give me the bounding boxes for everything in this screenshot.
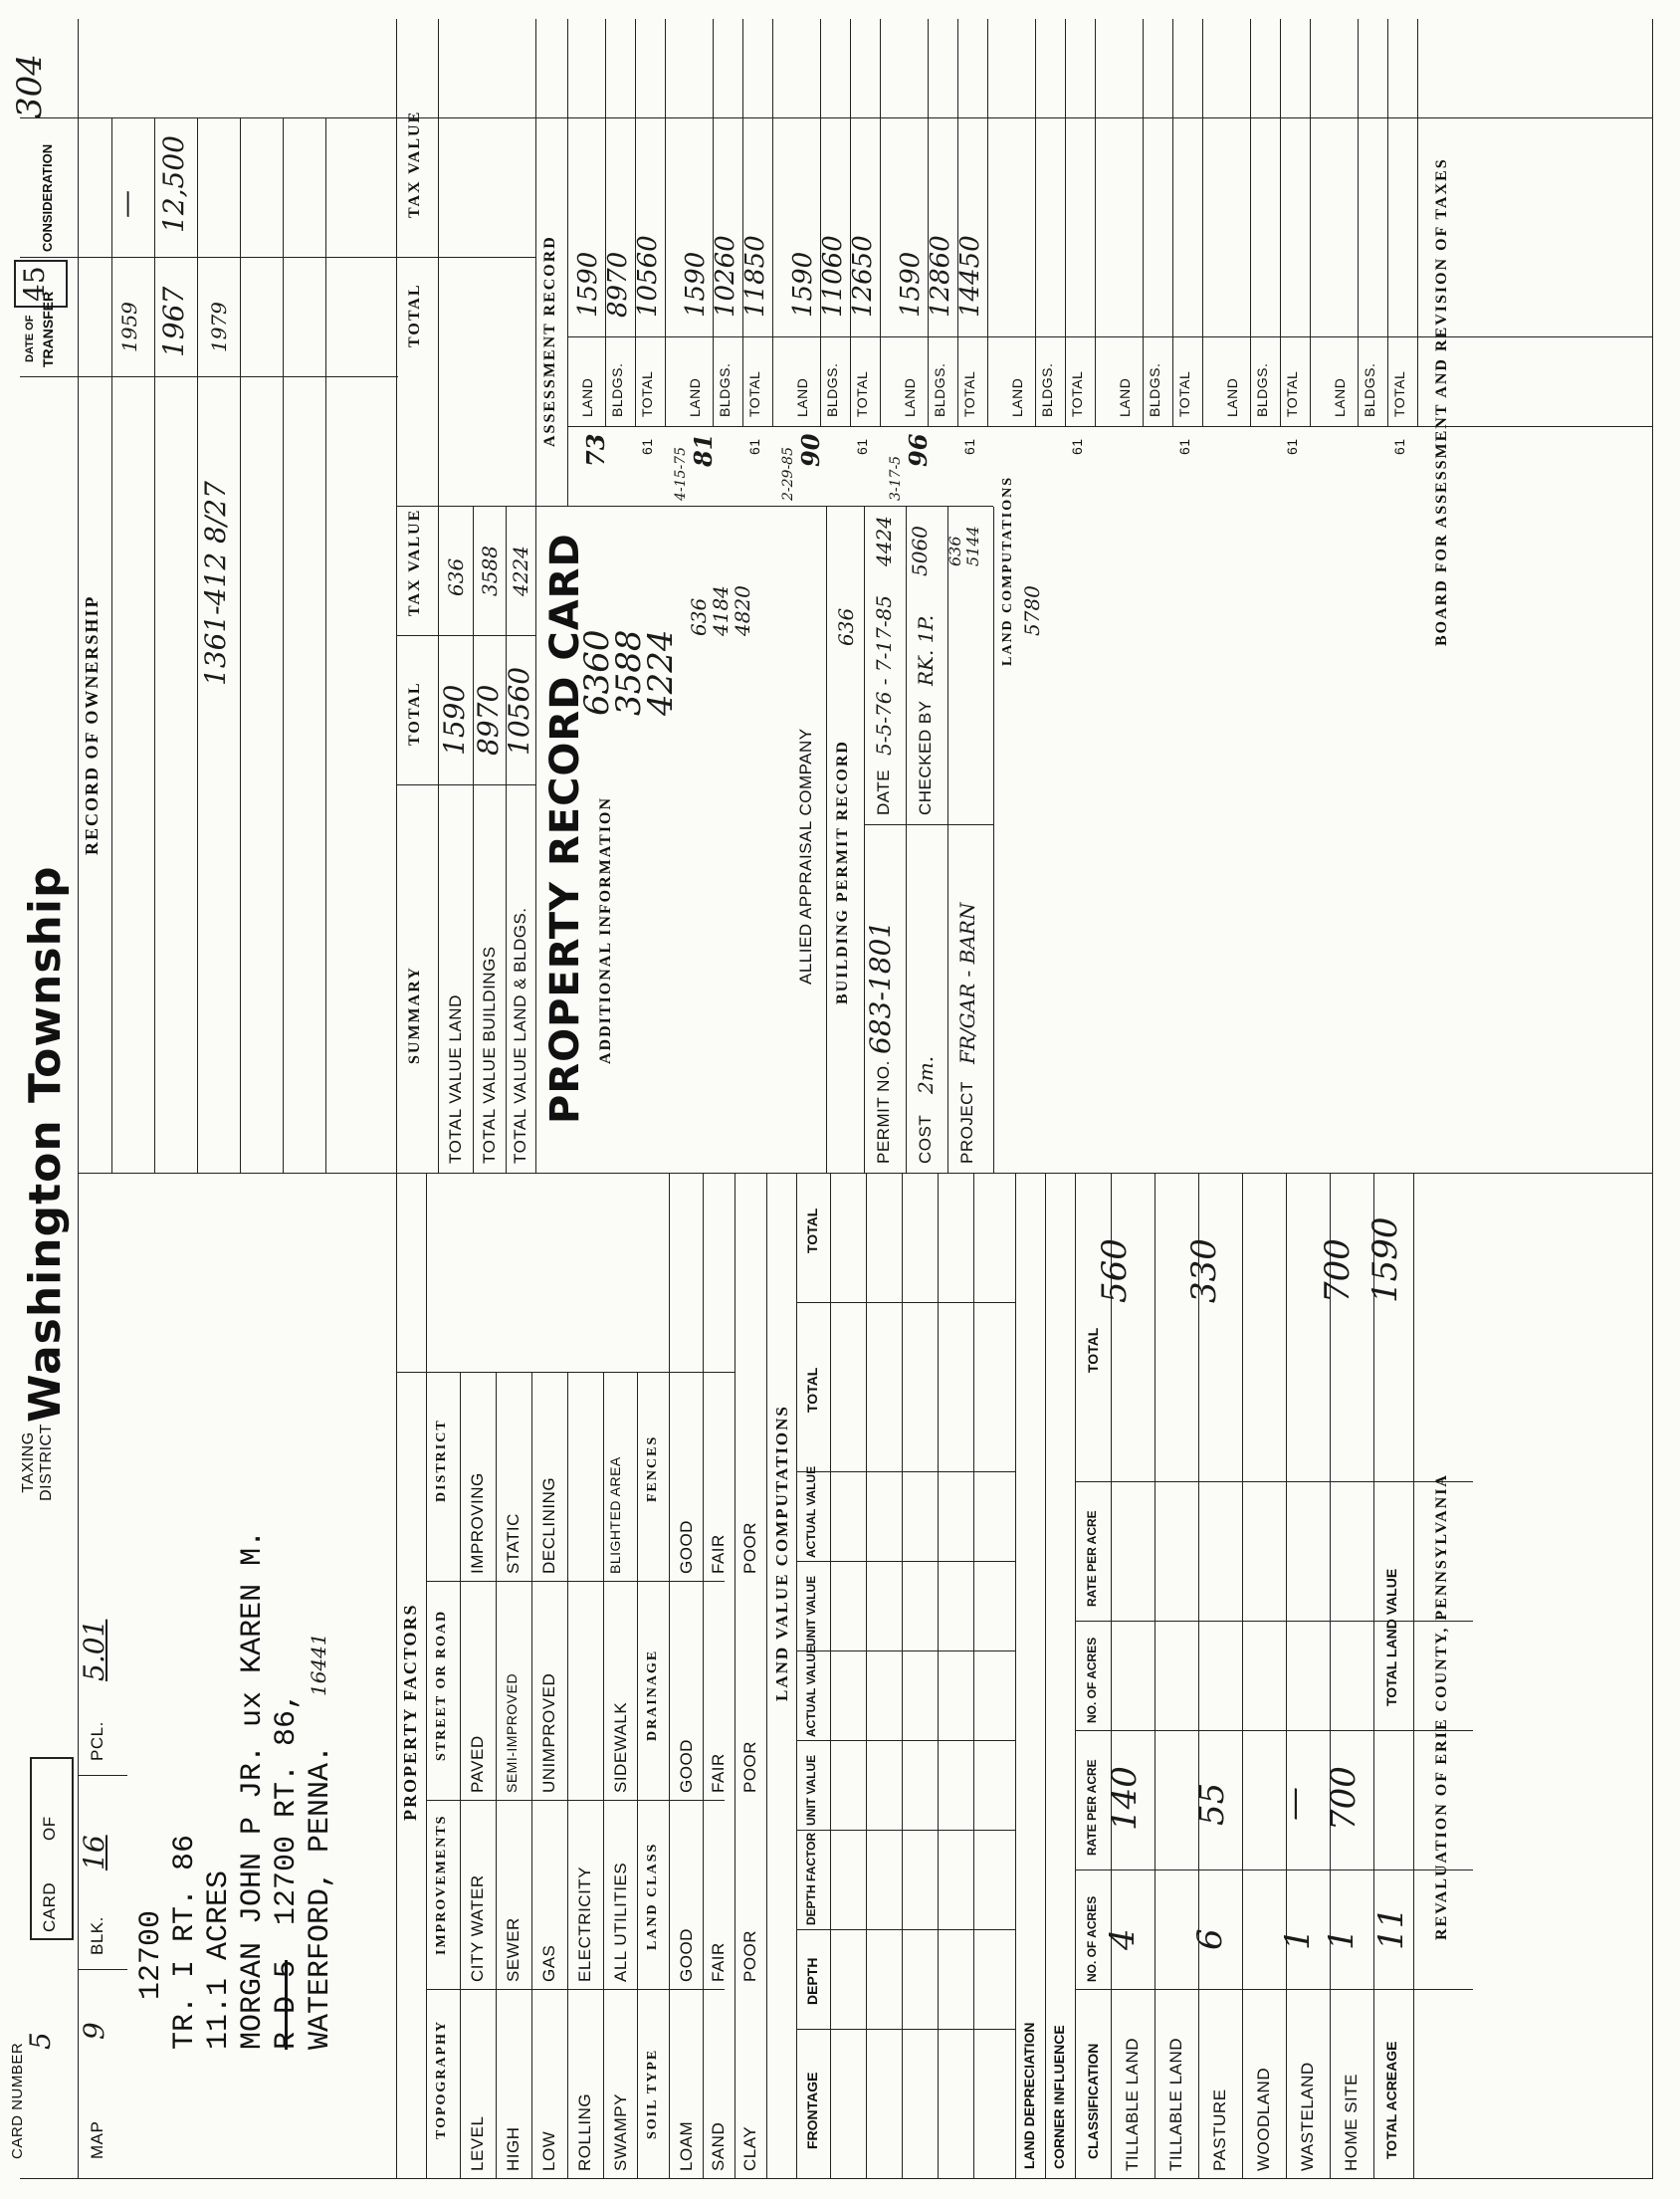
land-depreciation-label: LAND DEPRECIATION: [1021, 2022, 1037, 2169]
assessment-row-line: [820, 19, 821, 427]
lv-col-actual-value-2: ACTUAL VALUE: [804, 1465, 818, 1558]
card-label: CARD: [40, 1881, 59, 1932]
factor-col-improvements: IMPROVEMENTS: [434, 1814, 449, 1955]
lv-col-unit-value-1: UNIT VALUE: [804, 1754, 818, 1826]
acre-r5-acres: 1: [1278, 1928, 1318, 1950]
date-of-transfer-header: TRANSFER: [40, 291, 56, 367]
factor-r5-c1: SWAMPY: [611, 2093, 630, 2171]
assessment-row-line: [742, 19, 743, 427]
lv-col-frontage: FRONTAGE: [804, 2072, 820, 2149]
permit-small-636: 636: [834, 607, 858, 646]
assessment-total-value: 10560: [633, 235, 663, 318]
assessment-label-bldgs: BLDGS.: [1362, 362, 1377, 417]
factor-r2-c2: SEWER: [504, 1917, 523, 1982]
acre-col-rate-1: RATE PER ACRE: [1085, 1759, 1099, 1856]
summary-row-1-tax: 636: [444, 557, 468, 596]
factor-r5-c4: BLIGHTED AREA: [607, 1456, 623, 1574]
assessment-row-line: [605, 19, 606, 427]
right-tax-value-header: TAX VALUE: [406, 110, 423, 218]
ownership-consideration-2: 12,500: [157, 135, 190, 233]
assessment-label-total: TOTAL: [961, 370, 977, 417]
assessment-row-line: [1358, 19, 1359, 427]
assessment-row-line: [1417, 19, 1418, 427]
soil-r3-c1: CLAY: [740, 2125, 759, 2171]
assessment-label-total: TOTAL: [1069, 370, 1085, 417]
factor-col-soil: SOIL TYPE: [645, 2048, 660, 2139]
permit-date-value: 5-5-76 - 7-17-85: [872, 594, 896, 756]
soil-r1-c3: GOOD: [677, 1739, 696, 1793]
owner-line-5-struck: R D 5: [270, 1959, 304, 2050]
acre-r3-class: PASTURE: [1210, 2089, 1229, 2171]
land-computations-label: LAND COMPUTATIONS: [1000, 476, 1015, 666]
assessment-label-bldgs: BLDGS.: [932, 362, 947, 417]
assessment-total-value: 11850: [740, 235, 770, 318]
assessment-prefix: 61: [639, 438, 655, 455]
acre-r6-rate: 700: [1324, 1766, 1364, 1831]
acre-r1-rate: 140: [1105, 1766, 1145, 1831]
assessment-bldgs-value: 10260: [711, 235, 740, 318]
assessment-total-value: 12650: [848, 235, 878, 318]
total-land-value-label: TOTAL LAND VALUE: [1383, 1568, 1399, 1706]
assessment-label-bldgs: BLDGS.: [717, 362, 733, 417]
soil-r2-c4: FAIR: [709, 1534, 728, 1574]
building-permit-header: BUILDING PERMIT RECORD: [834, 740, 851, 1004]
factor-r5-c3: SIDEWALK: [611, 1701, 630, 1793]
acre-col-rate-2: RATE PER ACRE: [1085, 1510, 1099, 1607]
permit-no-value: 683-1801: [864, 920, 897, 1054]
factor-r2-c4: STATIC: [504, 1513, 523, 1574]
summary-header: SUMMARY: [406, 966, 423, 1064]
acre-col-total: TOTAL: [1085, 1327, 1101, 1373]
pcl-label: PCL.: [88, 1721, 106, 1761]
additional-info-header: ADDITIONAL INFORMATION: [597, 795, 614, 1064]
lv-col-depth: DEPTH: [804, 1957, 820, 2005]
ownership-date-1: 1959: [117, 302, 141, 352]
assessment-label-land: LAND: [1117, 377, 1133, 417]
map-value: 9: [78, 2022, 110, 2040]
assessment-row-line: [1250, 19, 1251, 427]
assessment-date: 2-29-85: [780, 447, 796, 501]
permit-date-label: DATE: [874, 769, 893, 815]
acre-r5-class: WASTELAND: [1298, 2062, 1317, 2171]
assessment-label-bldgs: BLDGS.: [1147, 362, 1162, 417]
assessment-year: 90: [796, 433, 825, 467]
footer-right: BOARD FOR ASSESSMENT AND REVISION OF TAXES: [1433, 157, 1450, 646]
assessment-row-line: [665, 19, 666, 427]
assessment-date: 3-17-5: [888, 455, 904, 501]
permit-no-label: PERMIT NO.: [874, 1060, 893, 1164]
additional-value-1: 6360: [577, 629, 617, 716]
date-header-small: DATE OF: [24, 315, 36, 362]
assessment-year: 73: [581, 433, 610, 467]
of-label: OF: [40, 1816, 59, 1841]
assessment-label-land: LAND: [1224, 377, 1240, 417]
assessment-label-land: LAND: [687, 377, 703, 417]
assessment-year: 96: [904, 433, 933, 467]
acre-r1-class: TILLABLE LAND: [1123, 2037, 1142, 2171]
assessment-row-line: [772, 19, 773, 427]
assessment-label-total: TOTAL: [854, 370, 870, 417]
card-number-label: CARD NUMBER: [9, 2042, 26, 2159]
assessment-label-total: TOTAL: [1284, 370, 1300, 417]
acre-col-no-acres-2: NO. OF ACRES: [1085, 1637, 1099, 1723]
factor-col-landclass: LAND CLASS: [645, 1842, 660, 1950]
project-value: FR/GAR - BARN: [955, 902, 979, 1064]
soil-r1-c2: GOOD: [677, 1928, 696, 1982]
summary-row-3-tax: 4224: [509, 546, 532, 596]
assessment-label-land: LAND: [1009, 377, 1025, 417]
assessment-row-line: [1143, 19, 1144, 427]
summary-row-3-total: 10560: [503, 666, 535, 756]
land-computations-value: 5780: [1020, 585, 1044, 636]
map-label: MAP: [88, 2120, 106, 2159]
assessment-row-line: [1280, 19, 1281, 427]
factor-r3-c2: GAS: [539, 1944, 558, 1982]
acre-r4-class: WOODLAND: [1254, 2067, 1273, 2171]
additional-value-2: 3588: [609, 629, 649, 716]
ownership-date-2: 1967: [157, 286, 190, 357]
assessment-label-total: TOTAL: [1391, 370, 1407, 417]
checked-by-value: RK. 1P.: [914, 614, 938, 686]
summary-row-3-label: TOTAL VALUE LAND & BLDGS.: [511, 907, 529, 1164]
summary-row-2-label: TOTAL VALUE BUILDINGS: [480, 946, 499, 1164]
soil-r3-c4: POOR: [740, 1521, 759, 1574]
right-total-header: TOTAL: [406, 283, 423, 347]
factor-r3-c3: UNIMPROVED: [539, 1672, 558, 1793]
factor-r3-c1: LOW: [539, 2130, 558, 2171]
factor-col-street: STREET OR ROAD: [434, 1609, 449, 1761]
district-box-value: 45: [18, 266, 51, 302]
assessment-prefix: 61: [746, 438, 762, 455]
acre-r6-class: HOME SITE: [1342, 2073, 1361, 2171]
page-number: 304: [10, 54, 50, 118]
assessment-land-value: 1590: [896, 251, 926, 318]
acre-col-no-acres-1: NO. OF ACRES: [1085, 1895, 1099, 1982]
total-acreage-value: 11: [1371, 1906, 1411, 1950]
assessment-label-bldgs: BLDGS.: [1254, 362, 1270, 417]
soil-r1-c4: GOOD: [677, 1520, 696, 1574]
appraisal-company: ALLIED APPRAISAL COMPANY: [796, 728, 815, 985]
checked-value-2: 5060: [908, 526, 932, 576]
property-record-card-title: PROPERTY RECORD CARD: [542, 533, 588, 1124]
assessment-record-header: ASSESSMENT RECORD: [541, 235, 558, 447]
assessment-row-line: [1172, 19, 1173, 427]
lv-col-unit-value-2: UNIT VALUE: [804, 1575, 818, 1647]
assessment-row-line: [713, 19, 714, 427]
assessment-bldgs-value: 11060: [818, 235, 848, 318]
assessment-prefix: 61: [1176, 438, 1192, 455]
land-value-header: LAND VALUE COMPUTATIONS: [772, 1405, 791, 1701]
owner-zip: 16441: [307, 1633, 330, 1696]
permit-date-value-2: 4424: [872, 516, 896, 566]
assessment-prefix: 61: [1284, 438, 1300, 455]
assessment-year: 81: [689, 433, 718, 467]
factor-col-fences: FENCES: [645, 1434, 660, 1502]
soil-r3-c2: POOR: [740, 1929, 759, 1982]
assessment-row-line: [850, 19, 851, 427]
assessment-row-line: [928, 19, 929, 427]
owner-line-5: 12700 RT. 86,: [270, 1691, 304, 1925]
assessment-label-land: LAND: [1332, 377, 1348, 417]
acre-r3-total: 330: [1184, 1238, 1224, 1303]
assessment-row-line: [1310, 19, 1311, 427]
assessment-label-total: TOTAL: [1176, 370, 1192, 417]
checked-by-label: CHECKED BY: [916, 700, 935, 815]
factor-r1-c4: IMPROVING: [468, 1472, 487, 1574]
assessment-total-value: 14450: [955, 235, 985, 318]
assessment-land-value: 1590: [788, 251, 818, 318]
footer-left: REVALUATION OF ERIE COUNTY, PENNSYLVANIA: [1433, 1473, 1450, 1940]
acre-col-classification: CLASSIFICATION: [1085, 2043, 1101, 2159]
assessment-label-total: TOTAL: [746, 370, 762, 417]
additional-value-3: 4224: [641, 629, 681, 716]
taxing-district-label: TAXING DISTRICT: [20, 1424, 55, 1501]
soil-r2-c1: SAND: [709, 2121, 728, 2171]
acre-r1-acres: 4: [1103, 1928, 1143, 1950]
small-note-1: 636: [687, 597, 711, 636]
ownership-consideration-1: —: [109, 190, 142, 218]
assessment-row-line: [1387, 19, 1388, 427]
assessment-row-line: [1202, 19, 1203, 427]
acre-r6-acres: 1: [1322, 1928, 1362, 1950]
acre-r3-rate: 55: [1192, 1782, 1232, 1826]
assessment-prefix: 61: [961, 438, 977, 455]
blk-value: 16: [78, 1835, 110, 1870]
owner-line-1: 12700: [134, 1909, 168, 2000]
factor-r1-c3: PAVED: [468, 1735, 487, 1793]
assessment-row-line: [1065, 19, 1066, 427]
pcl-value: 5.01: [78, 1619, 110, 1681]
soil-r2-c3: FAIR: [709, 1753, 728, 1793]
summary-tax-value-header: TAX VALUE: [406, 508, 423, 616]
project-extra-1: 636: [945, 536, 964, 566]
small-note-2: 4184: [709, 585, 733, 636]
assessment-row-line: [635, 19, 636, 427]
small-note-3: 4820: [731, 585, 754, 636]
property-factors-header: PROPERTY FACTORS: [400, 1603, 420, 1821]
assessment-prefix: 61: [854, 438, 870, 455]
cost-value: 2m.: [914, 1055, 938, 1094]
assessment-label-land: LAND: [579, 377, 595, 417]
assessment-bldgs-value: 8970: [603, 251, 633, 318]
assessment-row-line: [1095, 19, 1096, 427]
assessment-land-value: 1590: [681, 251, 711, 318]
soil-r2-c2: FAIR: [709, 1942, 728, 1982]
factor-col-district: DISTRICT: [434, 1419, 449, 1502]
factor-r1-c1: LEVEL: [468, 2115, 487, 2171]
soil-r3-c3: POOR: [740, 1740, 759, 1793]
factor-r5-c2: ALL UTILITIES: [611, 1862, 630, 1982]
summary-row-1-label: TOTAL VALUE LAND: [446, 994, 465, 1164]
factor-r4-c2: ELECTRICITY: [575, 1866, 594, 1982]
factor-r4-c1: ROLLING: [575, 2092, 594, 2171]
assessment-label-land: LAND: [794, 377, 810, 417]
owner-line-6: WATERFORD, PENNA.: [304, 1744, 337, 2050]
soil-r1-c1: LOAM: [677, 2120, 696, 2171]
project-label: PROJECT: [957, 1081, 976, 1164]
summary-row-2-total: 8970: [472, 684, 505, 756]
factor-r3-c4: DECLINING: [539, 1476, 558, 1574]
owner-line-4: MORGAN JOHN P JR. ux KAREN M.: [236, 1529, 270, 2050]
total-acreage-label: TOTAL ACREAGE: [1383, 2041, 1399, 2159]
summary-row-2-tax: 3588: [478, 546, 502, 596]
consideration-header: CONSIDERATION: [40, 143, 55, 252]
lv-col-total-1: TOTAL: [804, 1367, 820, 1413]
assessment-row-line: [880, 19, 881, 427]
acre-r1-total: 560: [1095, 1238, 1135, 1303]
owner-line-2: TR. I RT. 86: [168, 1834, 202, 2050]
assessment-bldgs-value: 12860: [926, 235, 955, 318]
factor-r2-c3: SEMI-IMPROVED: [504, 1672, 520, 1793]
card-number-value: 5: [24, 2032, 57, 2050]
assessment-row-line: [1035, 19, 1036, 427]
blk-label: BLK.: [88, 1916, 106, 1955]
lv-col-total-2: TOTAL: [804, 1208, 820, 1253]
acre-r3-acres: 6: [1190, 1928, 1230, 1950]
factor-r1-c2: CITY WATER: [468, 1874, 487, 1982]
factor-col-drainage: DRAINAGE: [645, 1649, 660, 1741]
township-title: Washington Township: [20, 865, 71, 1423]
owner-line-3: 11.1 ACRES: [202, 1869, 236, 2050]
assessment-prefix: 61: [1069, 438, 1085, 455]
assessment-land-value: 1590: [573, 251, 603, 318]
assessment-label-bldgs: BLDGS.: [824, 362, 840, 417]
record-of-ownership-header: RECORD OF OWNERSHIP: [82, 594, 102, 855]
assessment-prefix: 61: [1391, 438, 1407, 455]
acre-r6-total: 700: [1318, 1238, 1358, 1303]
lv-col-actual-value-1: ACTUAL VALUE: [804, 1645, 818, 1737]
assessment-label-bldgs: BLDGS.: [1039, 362, 1055, 417]
corner-influence-label: CORNER INFLUENCE: [1051, 2025, 1067, 2169]
total-land-value: 1590: [1365, 1216, 1405, 1303]
summary-row-1-total: 1590: [438, 684, 471, 756]
assessment-row-line: [987, 19, 988, 427]
project-extra-2: 5144: [963, 526, 982, 566]
assessment-label-land: LAND: [902, 377, 918, 417]
factor-r2-c1: HIGH: [504, 2126, 523, 2171]
acre-r5-rate: —: [1274, 1787, 1314, 1821]
lv-col-depth-factor: DEPTH FACTOR: [804, 1832, 818, 1925]
assessment-label-total: TOTAL: [639, 370, 655, 417]
factor-col-topography: TOPOGRAPHY: [434, 2019, 449, 2139]
assessment-label-bldgs: BLDGS.: [609, 362, 625, 417]
assessment-row-line: [957, 19, 958, 427]
ownership-date-3: 1979: [207, 302, 231, 352]
assessment-date: 4-15-75: [673, 447, 689, 501]
summary-total-header: TOTAL: [406, 681, 423, 746]
acre-r2-class: TILLABLE LAND: [1166, 2037, 1185, 2171]
cost-label: COST: [916, 1114, 935, 1164]
ownership-owner-3: 1361-412 8/27: [199, 481, 232, 686]
